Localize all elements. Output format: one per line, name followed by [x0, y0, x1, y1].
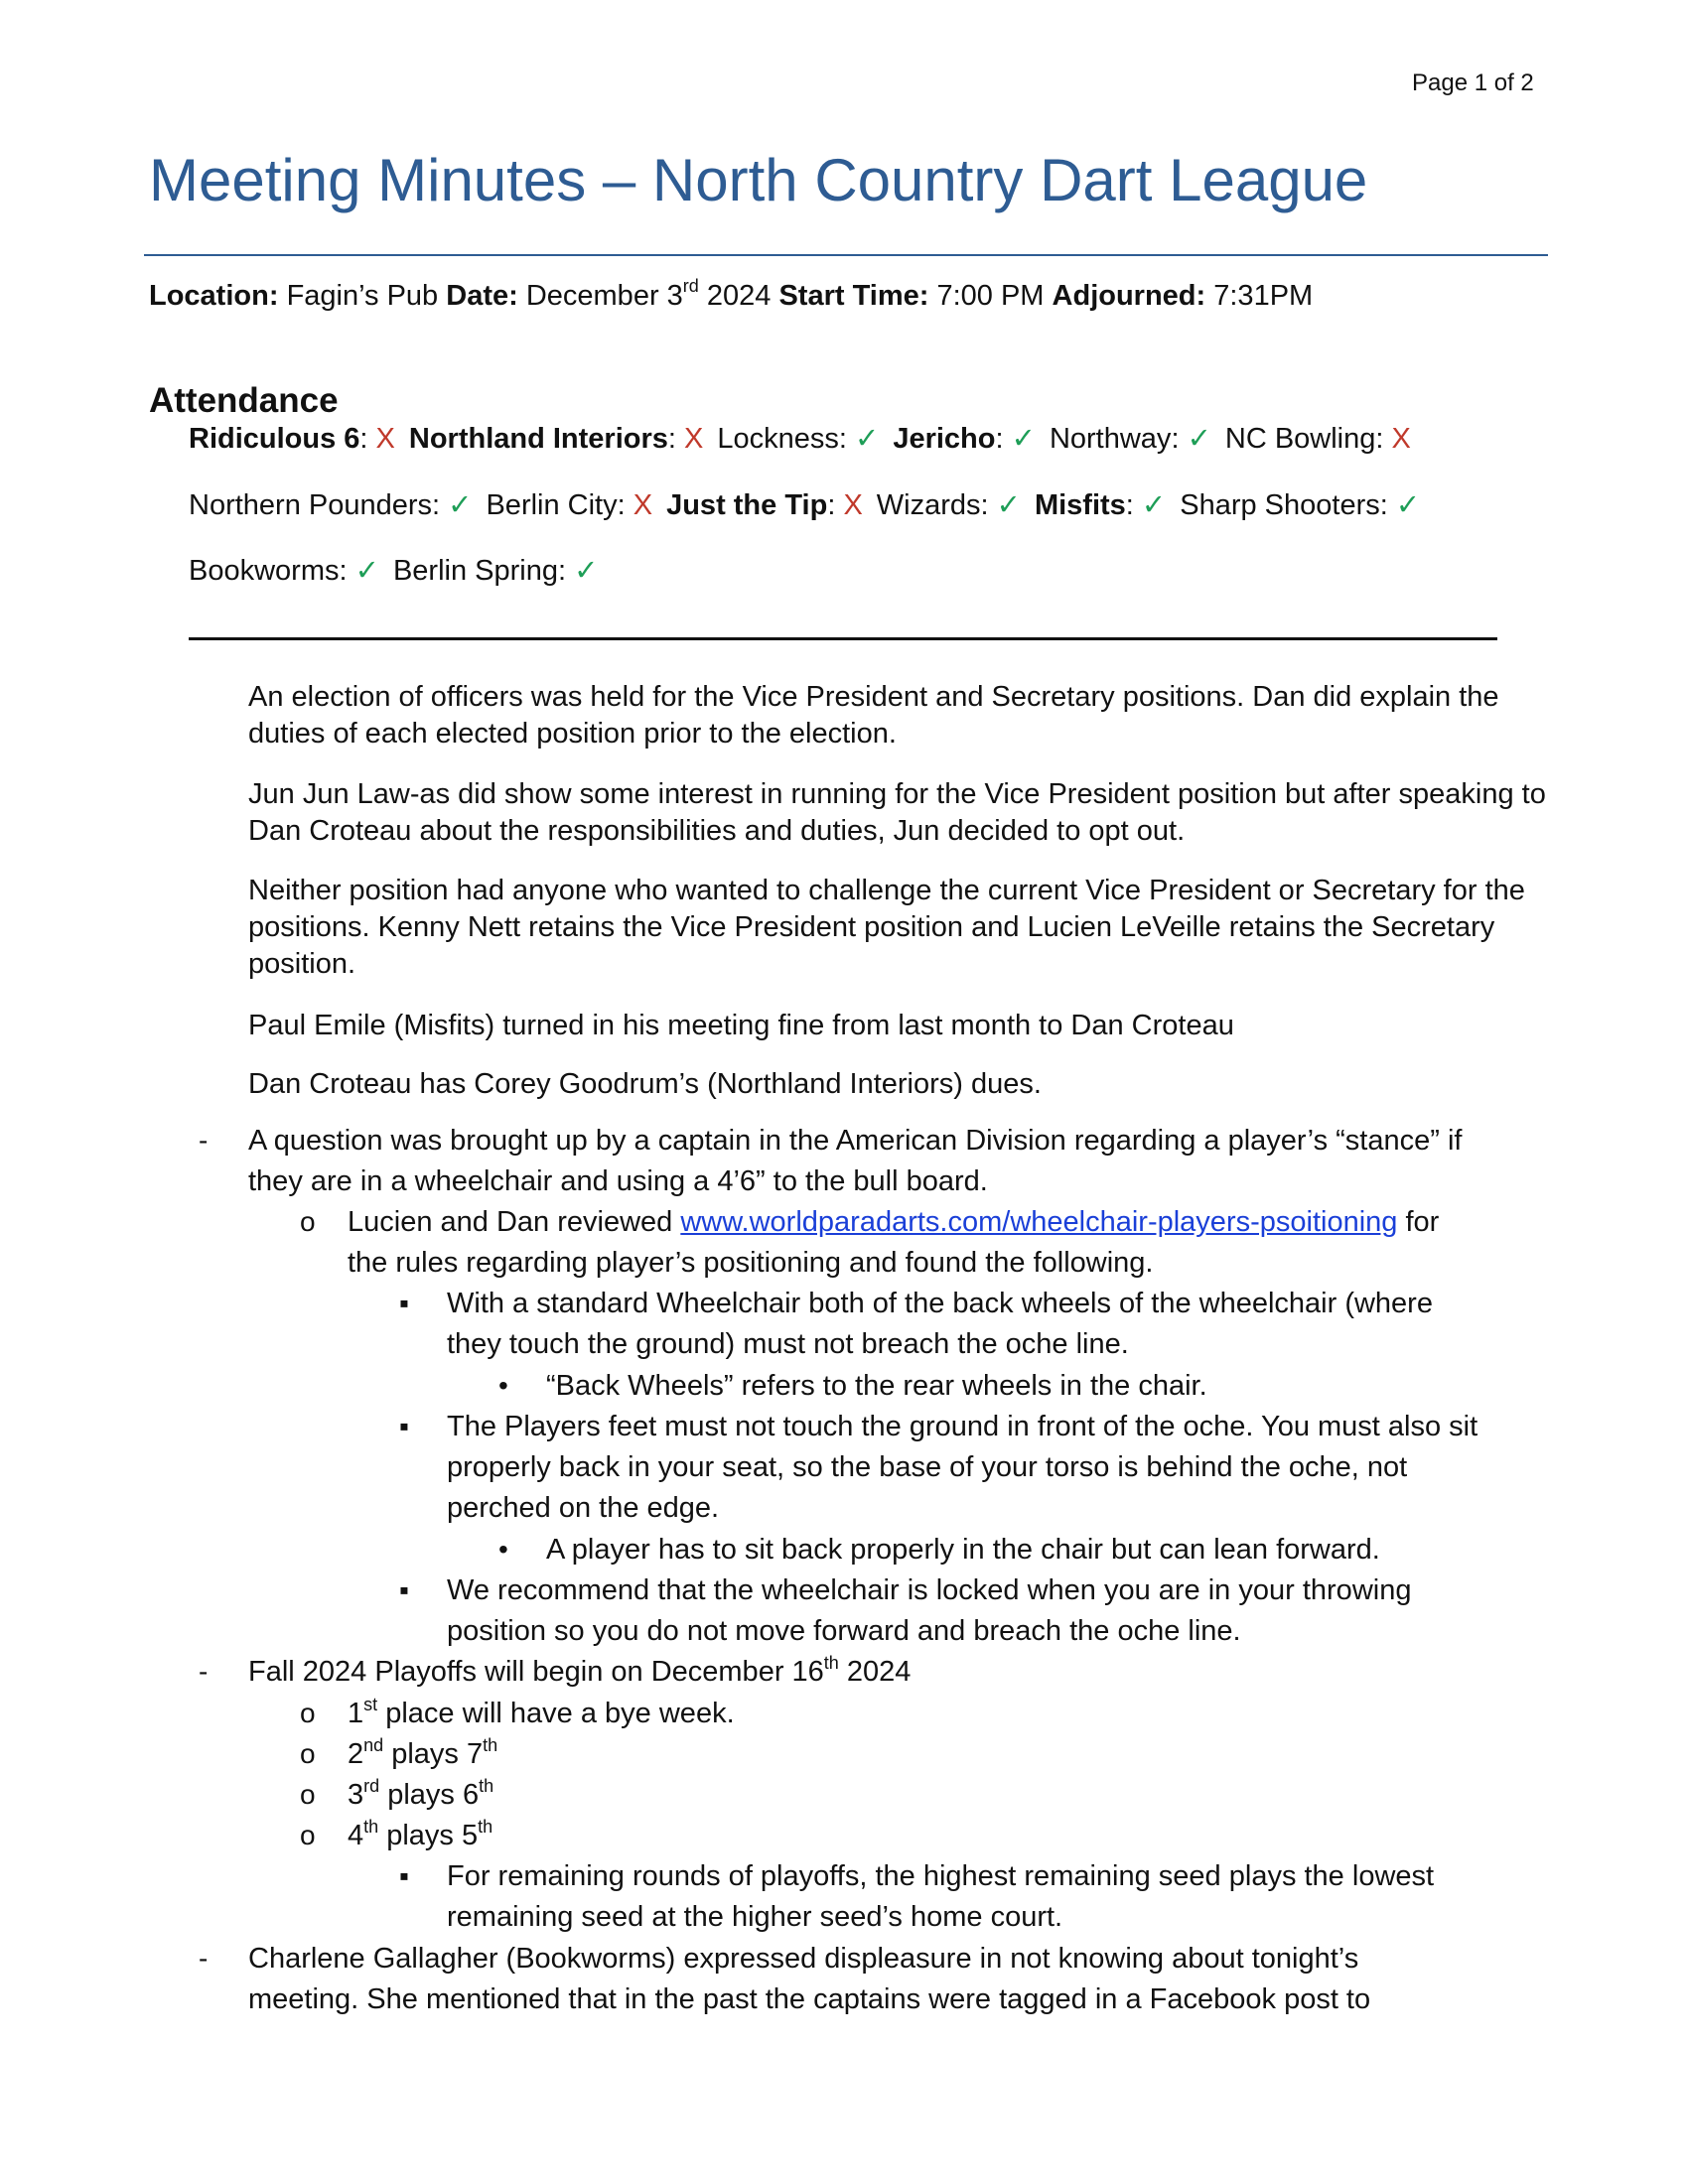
- list-item-line: With a standard Wheelchair both of the back wheels of the wheelchair (where: [447, 1288, 1433, 1319]
- team-attendance: Bookworms: ✓: [189, 555, 379, 587]
- adjourned-value: 7:31PM: [1213, 280, 1314, 312]
- absent-x-icon: X: [375, 423, 395, 455]
- list-item-line: “Back Wheels” refers to the rear wheels in the chair.: [546, 1370, 1207, 1402]
- present-check-icon: ✓: [1395, 489, 1421, 521]
- team-attendance: NC Bowling: X: [1224, 423, 1411, 455]
- circle-bullet: o: [300, 1698, 316, 1728]
- list-item-line: meeting. She mentioned that in the past the captains were tagged in a Facebook post to: [248, 1983, 1371, 2015]
- team-attendance: Misfits: ✓: [1034, 489, 1167, 521]
- present-check-icon: ✓: [1187, 423, 1211, 455]
- team-name: Just the Tip: [666, 489, 828, 521]
- team-name: Wizards: [876, 489, 981, 521]
- square-bullet: ▪: [399, 1860, 409, 1891]
- team-attendance: Berlin City: X: [486, 489, 653, 521]
- dash-bullet: -: [199, 1656, 209, 1687]
- list-item-line: A question was brought up by a captain in the American Division regarding a player’s “stance” if: [248, 1125, 1463, 1157]
- title-divider: [144, 254, 1548, 256]
- present-check-icon: ✓: [574, 555, 599, 587]
- list-item-line: they are in a wheelchair and using a 4’6” to the bull board.: [248, 1165, 988, 1197]
- team-name: Misfits: [1034, 489, 1126, 521]
- list-item-line: Charlene Gallagher (Bookworms) expressed displeasure in not knowing about tonight’s: [248, 1943, 1359, 1975]
- list-item-line: remaining seed at the higher seed’s home court.: [447, 1901, 1063, 1933]
- circle-bullet: o: [300, 1206, 316, 1237]
- absent-x-icon: X: [843, 489, 863, 521]
- team-name: Ridiculous 6: [189, 423, 360, 455]
- present-check-icon: ✓: [448, 489, 473, 521]
- circle-bullet: o: [300, 1820, 316, 1850]
- list-item-line: For remaining rounds of playoffs, the highest remaining seed plays the lowest: [447, 1860, 1435, 1892]
- list-item-line: they touch the ground) must not breach the oche line.: [447, 1328, 1129, 1360]
- document-title: Meeting Minutes – North Country Dart League: [149, 147, 1368, 213]
- team-name: Northern Pounders: [189, 489, 433, 521]
- dot-bullet: •: [498, 1534, 508, 1565]
- seed-line: 4th plays 5th: [348, 1817, 493, 1851]
- team-attendance: Berlin Spring: ✓: [392, 555, 599, 587]
- square-bullet: ▪: [399, 1574, 409, 1605]
- attendance-heading: Attendance: [149, 381, 339, 420]
- start-time-value: 7:00 PM: [936, 280, 1045, 312]
- team-attendance: Lockness: ✓: [717, 423, 880, 455]
- team-attendance: Wizards: ✓: [876, 489, 1021, 521]
- worldparadarts-link[interactable]: www.worldparadarts.com/wheelchair-players-psoitioning: [680, 1206, 1398, 1238]
- location-label: Location:: [149, 280, 279, 312]
- seed-line: 2nd plays 7th: [348, 1735, 498, 1770]
- absent-x-icon: X: [1391, 423, 1411, 455]
- team-attendance: Sharp Shooters: ✓: [1180, 489, 1421, 521]
- present-check-icon: ✓: [855, 423, 880, 455]
- list-item-line: perched on the edge.: [447, 1492, 720, 1524]
- absent-x-icon: X: [633, 489, 653, 521]
- page-number: Page 1 of 2: [1412, 69, 1534, 96]
- team-attendance: Northern Pounders: ✓: [189, 489, 473, 521]
- paragraph: Neither position had anyone who wanted to challenge the current Vice President or Secretary for the positions. Kenny Nett retains the Vice President position and Lucien LeVeille retains the Secretary position.: [248, 875, 1525, 980]
- section-divider: [189, 637, 1497, 640]
- present-check-icon: ✓: [1141, 489, 1167, 521]
- square-bullet: ▪: [399, 1288, 409, 1318]
- dash-bullet: -: [199, 1943, 209, 1974]
- team-name: Sharp Shooters: [1180, 489, 1380, 521]
- adjourned-label: Adjourned:: [1052, 280, 1206, 312]
- team-name: Berlin Spring: [392, 555, 558, 587]
- list-item-line: We recommend that the wheelchair is locked when you are in your throwing: [447, 1574, 1412, 1606]
- present-check-icon: ✓: [996, 489, 1021, 521]
- team-attendance: Just the Tip: X: [666, 489, 863, 521]
- list-item-line: the rules regarding player’s positioning and found the following.: [348, 1247, 1154, 1279]
- paragraph: Paul Emile (Misfits) turned in his meeting fine from last month to Dan Croteau: [248, 1010, 1234, 1041]
- team-name: Bookworms: [189, 555, 340, 587]
- team-name: Northway: [1049, 423, 1172, 455]
- present-check-icon: ✓: [354, 555, 379, 587]
- date-label: Date:: [446, 280, 518, 312]
- list-item-line: A player has to sit back properly in the chair but can lean forward.: [546, 1534, 1380, 1566]
- paragraph: Jun Jun Law-as did show some interest in running for the Vice President position but after speaking to Dan Croteau about the responsibilities and duties, Jun decided to opt out.: [248, 778, 1546, 847]
- attendance-row: [189, 553, 612, 591]
- team-name: Berlin City: [486, 489, 618, 521]
- team-name: Lockness: [717, 423, 839, 455]
- present-check-icon: ✓: [1011, 423, 1036, 455]
- list-item-line: properly back in your seat, so the base of your torso is behind the oche, not: [447, 1451, 1408, 1483]
- seed-line: 1st place will have a bye week.: [348, 1695, 735, 1729]
- square-bullet: ▪: [399, 1411, 409, 1441]
- team-attendance: Jericho: ✓: [893, 423, 1036, 455]
- team-name: Jericho: [893, 423, 996, 455]
- absent-x-icon: X: [684, 423, 704, 455]
- dot-bullet: •: [498, 1370, 508, 1401]
- list-item-line: Fall 2024 Playoffs will begin on December 16th 2024: [248, 1653, 912, 1688]
- list-item-line: position so you do not move forward and breach the oche line.: [447, 1615, 1241, 1647]
- team-attendance: Ridiculous 6: X: [189, 423, 395, 455]
- location-value: Fagin’s Pub: [286, 280, 439, 312]
- dash-bullet: -: [199, 1125, 209, 1156]
- paragraph: Dan Croteau has Corey Goodrum’s (Northland Interiors) dues.: [248, 1068, 1042, 1100]
- team-name: NC Bowling: [1224, 423, 1376, 455]
- paragraph: An election of officers was held for the Vice President and Secretary positions. Dan did explain the duties of each elected position prior to the election.: [248, 681, 1499, 750]
- seed-line: 3rd plays 6th: [348, 1776, 494, 1811]
- start-time-label: Start Time:: [778, 280, 929, 312]
- attendance-row: [189, 487, 1434, 525]
- circle-bullet: o: [300, 1738, 316, 1769]
- date-value: December 3rd 2024: [525, 276, 772, 312]
- team-attendance: Northland Interiors: X: [408, 423, 704, 455]
- team-attendance: Northway: ✓: [1049, 423, 1211, 455]
- list-item-line: Lucien and Dan reviewed www.worldparadarts.com/wheelchair-players-psoitioning for: [348, 1206, 1440, 1238]
- list-item-line: The Players feet must not touch the ground in front of the oche. You must also sit: [447, 1411, 1478, 1442]
- team-name: Northland Interiors: [408, 423, 668, 455]
- attendance-row: [189, 421, 1425, 459]
- circle-bullet: o: [300, 1779, 316, 1810]
- meeting-details: [149, 278, 1313, 316]
